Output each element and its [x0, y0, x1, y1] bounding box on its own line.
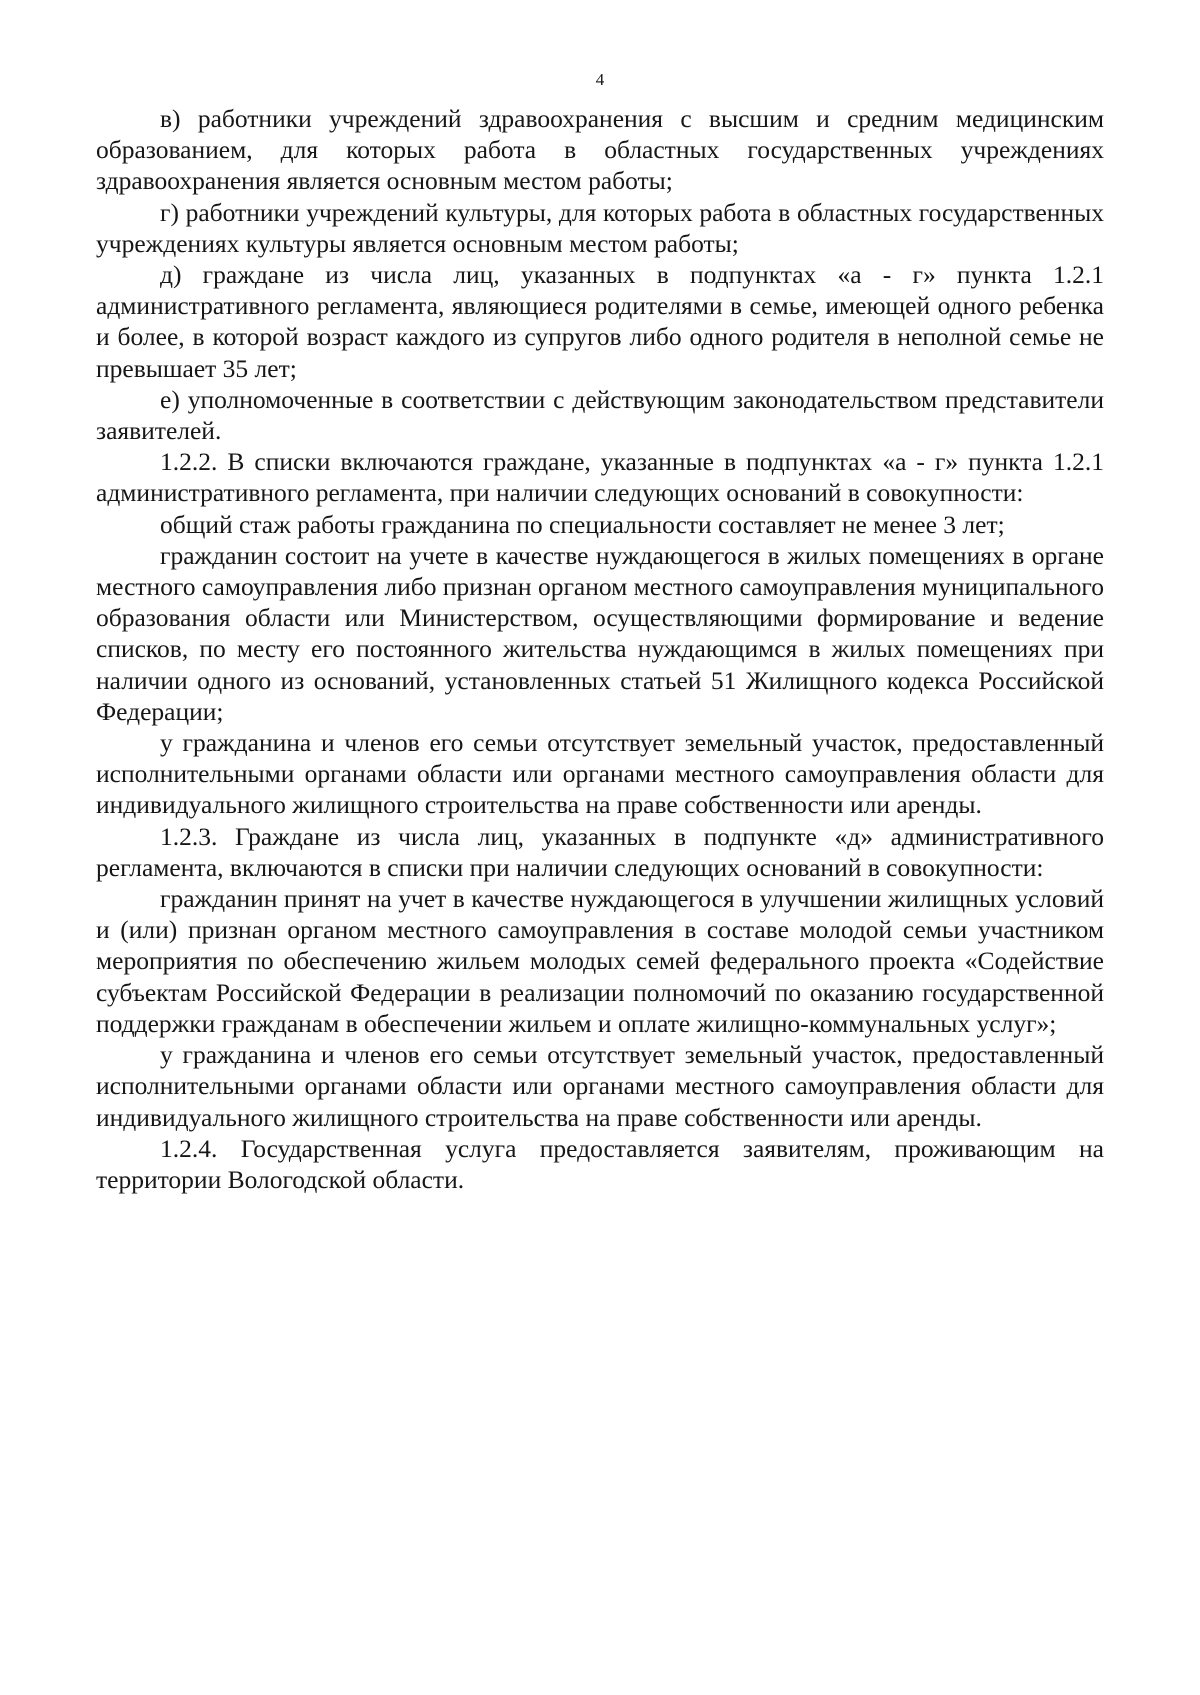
- paragraph-1-2-2: 1.2.2. В списки включаются граждане, указанные в подпунктах «а - г» пункта 1.2.1 административного регламента, при наличии следующих оснований в совокупности:: [96, 447, 1104, 508]
- paragraph-no-land-plot-1: у гражданина и членов его семьи отсутствует земельный участок, предоставленный исполнительными органами области или органами местного самоуправления области для индивидуального жилищного строительства на праве собственности или аренды.: [96, 728, 1104, 820]
- paragraph-1-2-3: 1.2.3. Граждане из числа лиц, указанных в подпункте «д» административного регламента, включаются в списки при наличии следующих оснований в совокупности:: [96, 821, 1104, 882]
- paragraph-d-young-parents: д) граждане из числа лиц, указанных в подпунктах «а - г» пункта 1.2.1 административного регламента, являющиеся родителями в семье, имеющей одного ребенка и более, в которой возраст каждого из супругов либо одного родителя в неполной семье не превышает 35 лет;: [96, 260, 1104, 383]
- page-number: 4: [595, 70, 605, 89]
- paragraph-housing-registration: гражданин состоит на учете в качестве нуждающегося в жилых помещениях в органе местного самоуправления либо признан органом местного самоуправления муниципального образования области или Министерством, осуществляющими формирование и ведение списков, по месту его постоянного жительства нуждающимся в жилых помещениях при наличии одного из оснований, установленных статьей 51 Жилищного кодекса Российской Федерации;: [96, 540, 1104, 726]
- paragraph-g-culture-workers: г) работники учреждений культуры, для которых работа в областных государственных учреждениях культуры является основным местом работы;: [96, 197, 1104, 258]
- paragraph-young-family-program: гражданин принят на учет в качестве нуждающегося в улучшении жилищных условий и (или) признан органом местного самоуправления в составе молодой семьи участником мероприятия по обеспечению жильем молодых семей федерального проекта «Содействие субъектам Российской Федерации в реализации полномочий по оказанию государственной поддержки гражданам в обеспечении жильем и оплате жилищно-коммунальных услуг»;: [96, 884, 1104, 1038]
- paragraph-work-experience: общий стаж работы гражданина по специальности составляет не менее 3 лет;: [160, 509, 1005, 539]
- paragraph-no-land-plot-2: у гражданина и членов его семьи отсутствует земельный участок, предоставленный исполнительными органами области или органами местного самоуправления области для индивидуального жилищного строительства на праве собственности или аренды.: [96, 1040, 1104, 1132]
- paragraph-1-2-4: 1.2.4. Государственная услуга предоставляется заявителям, проживающим на территории Вологодской области.: [96, 1133, 1104, 1194]
- paragraph-v-health-workers: в) работники учреждений здравоохранения с высшим и средним медицинским образованием, для которых работа в областных государственных учреждениях здравоохранения является основным местом работы;: [96, 104, 1104, 196]
- document-body: [96, 103, 1104, 1195]
- paragraph-e-representatives: е) уполномоченные в соответствии с действующим законодательством представители заявителей.: [96, 384, 1104, 446]
